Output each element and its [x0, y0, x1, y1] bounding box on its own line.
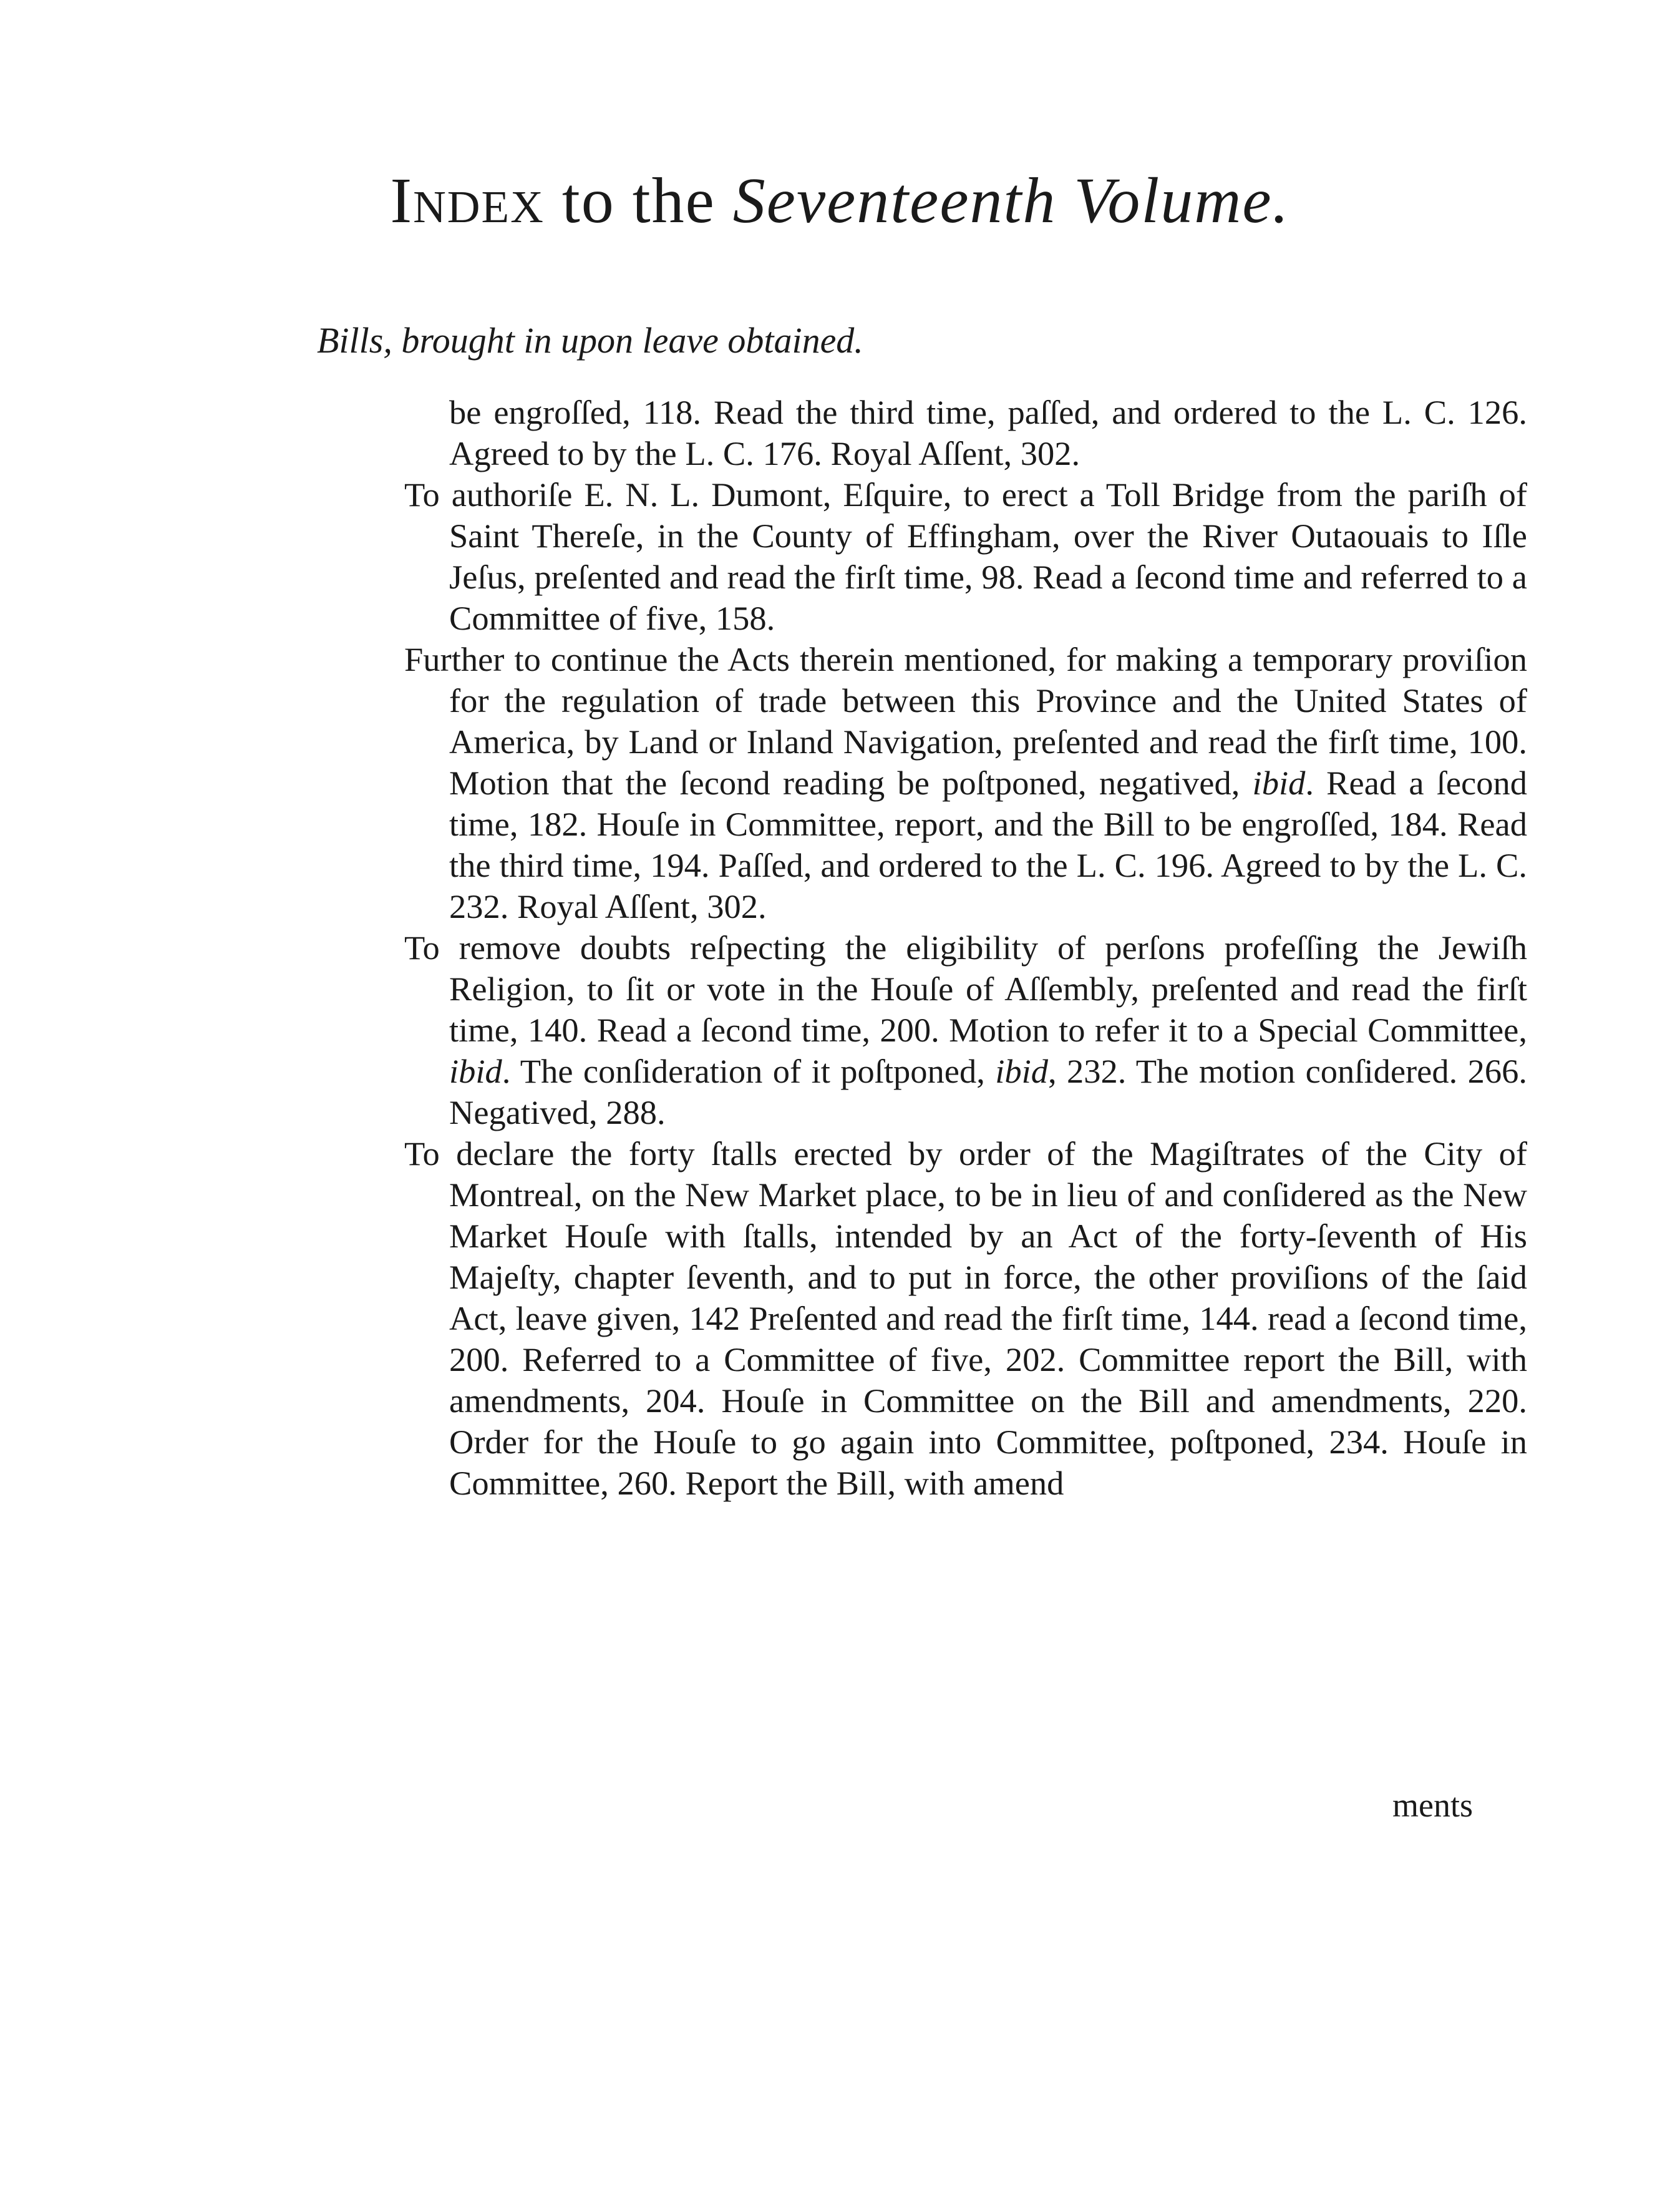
index-entries [404, 392, 1527, 1504]
title-volume: Seventeenth Volume. [732, 165, 1290, 236]
title-index-word: Index [390, 165, 545, 236]
index-entry-market-stalls: To declare the forty ſtalls erected by order of the Magiſtrates of the City of Montreal, on the New Market place, to be in lieu of and conſidered as the New Market Houſe with ſtalls, intended by an Act of the forty-ſeventh of His Majeſty, chapter ſeventh, and to put in force, the other proviſions of the ſaid Act, leave given, 142 Preſented and read the firſt time, 144. read a ſecond time, 200. Referred to a Committee of five, 202. Committee report the Bill, with amendments, 204. Houſe in Committee on the Bill and amendments, 220. Order for the Houſe to go again into Committee, poſtponed, 234. Houſe in Committee, 260. Report the Bill, with amend [404, 1134, 1527, 1502]
index-entry-toll-bridge: To authoriſe E. N. L. Dumont, Eſquire, to erect a Toll Bridge from the pariſh of Saint Thereſe, in the County of Effingham, over the River Outaouais to Iſle Jeſus, preſented and read the firſt time, 98. Read a ſecond time and referred to a Committee of five, 158. [404, 475, 1527, 637]
page-title [0, 163, 1680, 238]
index-entry-continued: be engroſſed, 118. Read the third time, paſſed, and ordered to the L. C. 126. Agreed to by the L. C. 176. Royal Aſſent, 302. [449, 393, 1527, 472]
catchword: ments [1392, 1787, 1473, 1824]
index-entry-jewish-religion: To remove doubts reſpecting the eligibility of perſons profeſſing the Jewiſh Religion, to ſit or vote in the Houſe of Aſſembly, preſented and read the firſt time, 140. Read a ſecond time, 200. Motion to refer it to a Special Committee, ibid. The conſideration of it poſtponed, ibid, 232. The motion conſidered. 266. Negatived, 288. [404, 929, 1527, 1131]
index-entry-trade-acts: Further to continue the Acts therein mentioned, for making a temporary proviſion for the regulation of trade between this Province and the United States of America, by Land or Inland Navigation, preſented and read the firſt time, 100. Motion that the ſecond reading be poſtponed, negatived, ibid. Read a ſecond time, 182. Houſe in Committee, report, and the Bill to be engroſſed, 184. Read the third time, 194. Paſſed, and ordered to the L. C. 196. Agreed to by the L. C. 232. Royal Aſſent, 302. [404, 640, 1527, 925]
section-heading: Bills, brought in upon leave obtained. [317, 320, 863, 361]
title-middle: to the [544, 165, 733, 236]
